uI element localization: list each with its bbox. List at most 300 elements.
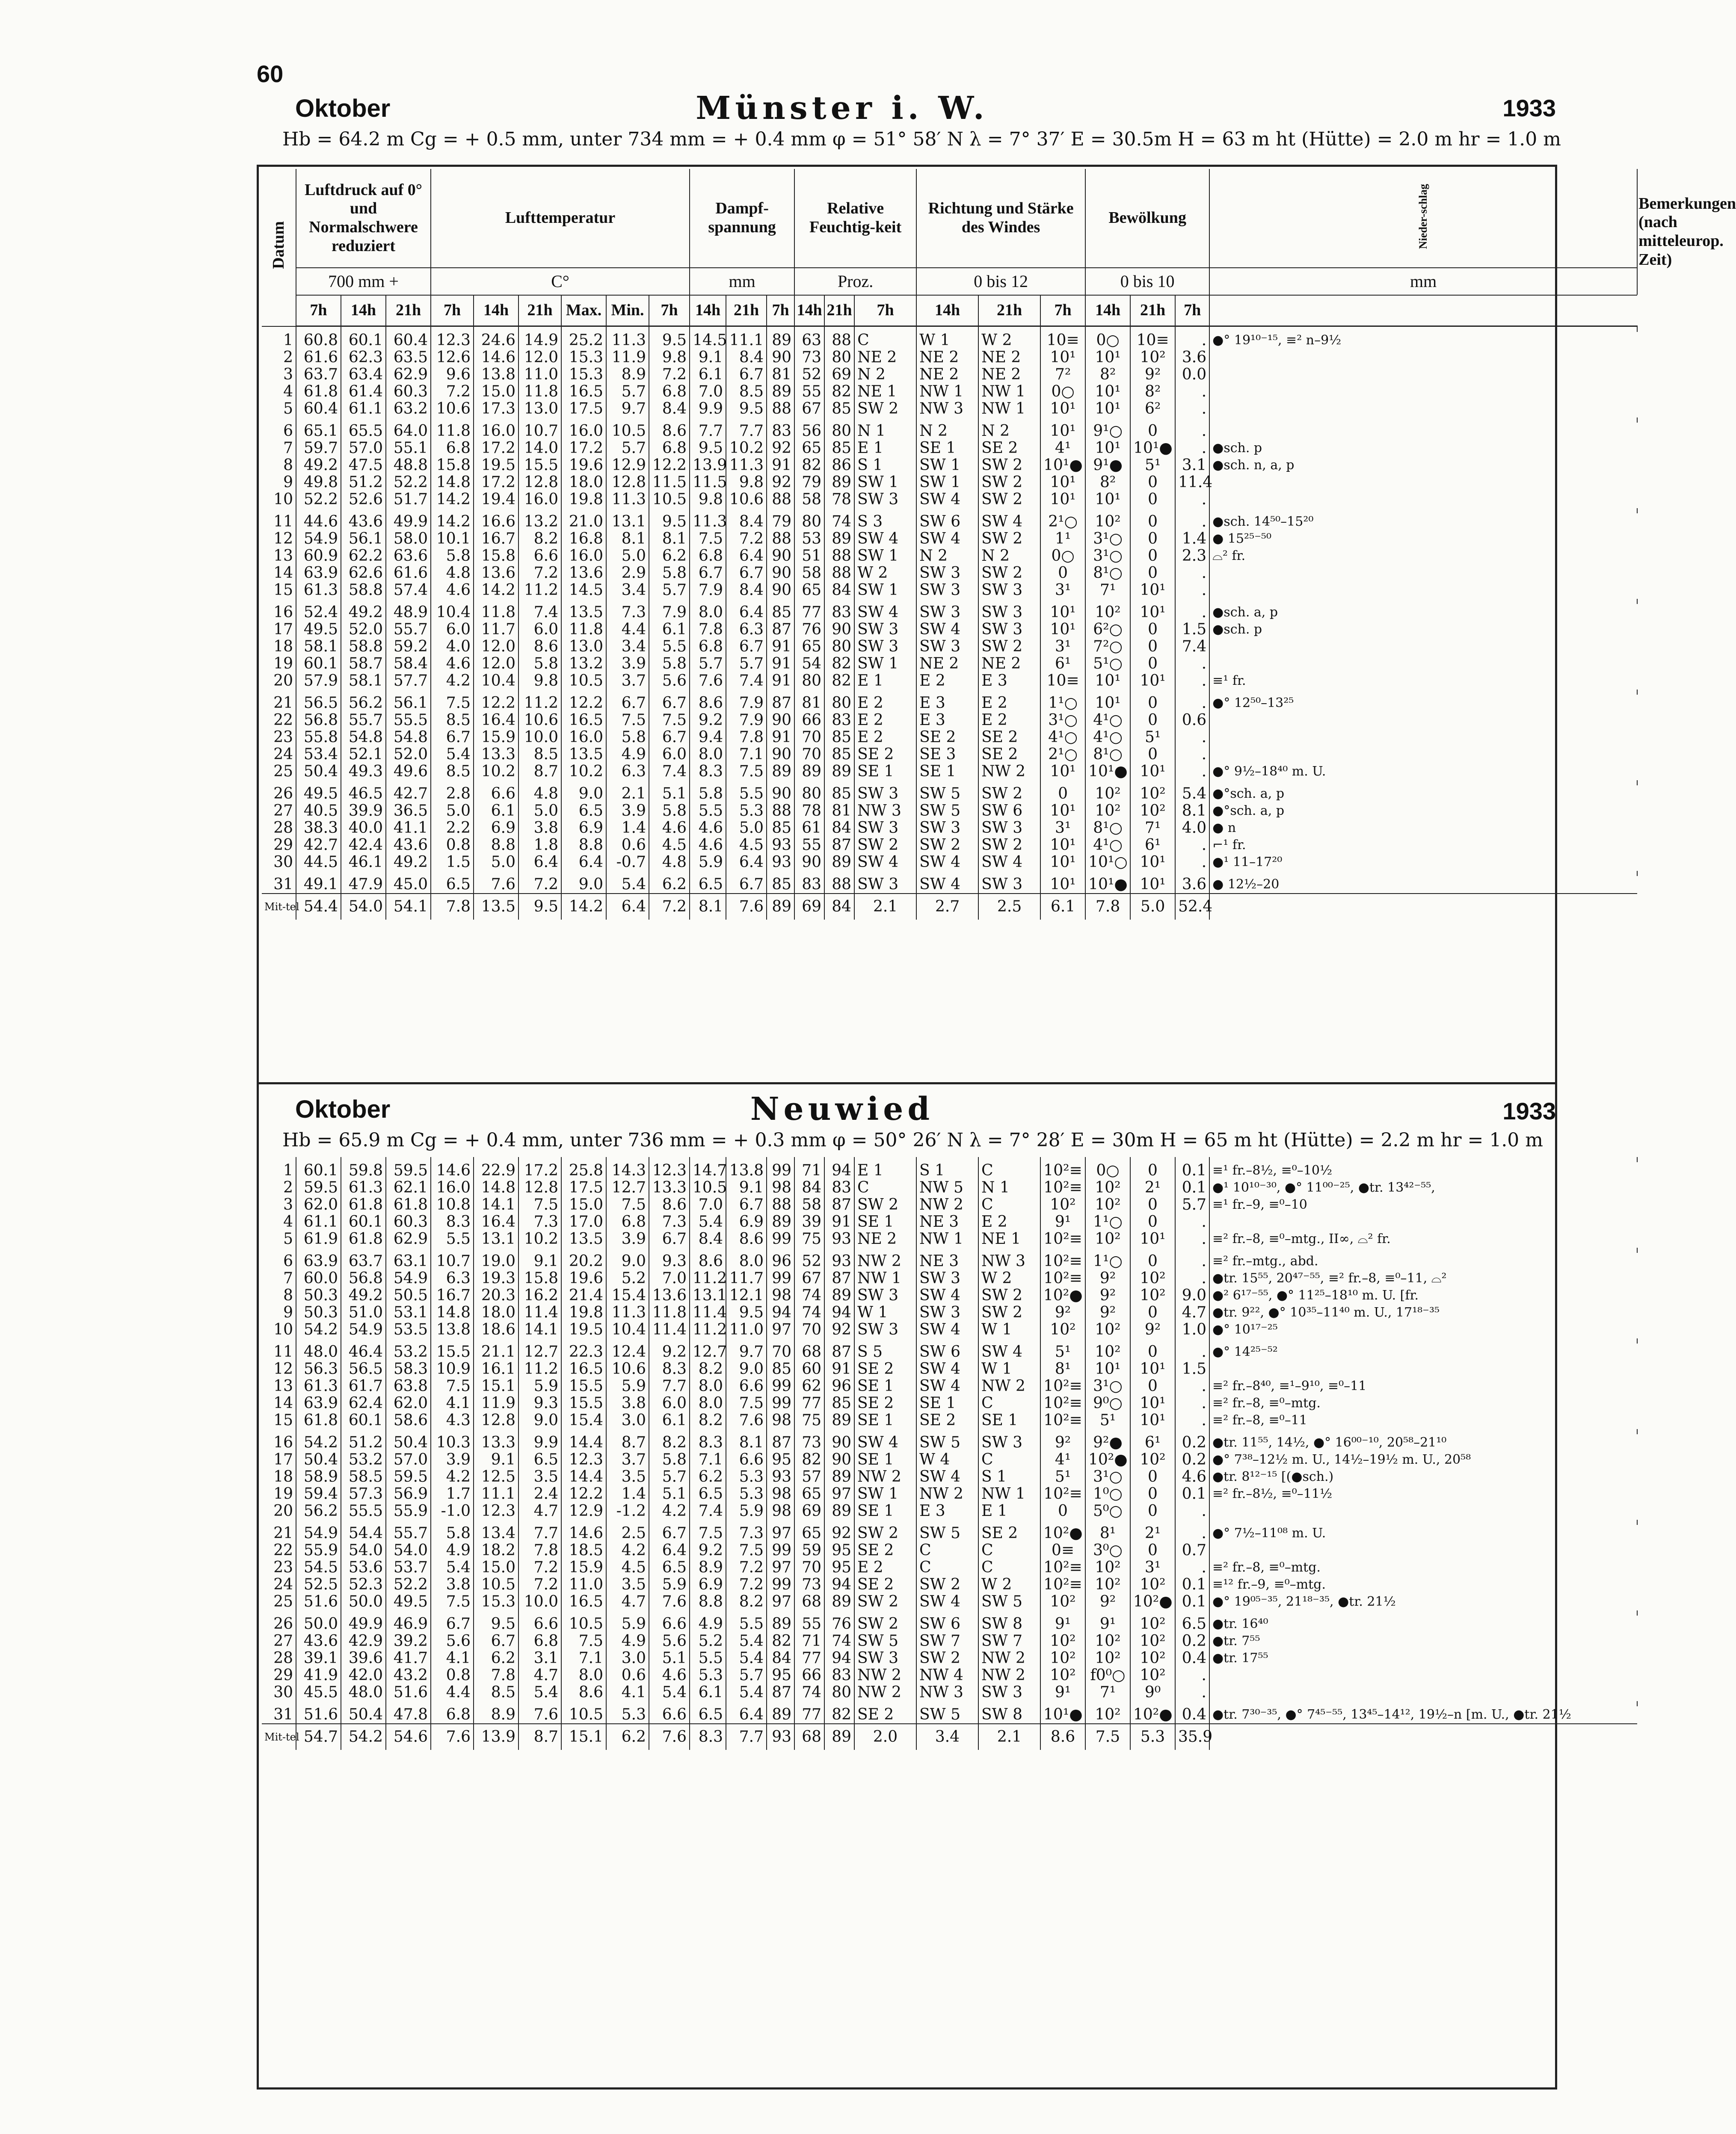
table-cell: 5.5 [431, 1231, 474, 1248]
table-cell: E 2 [978, 712, 1040, 729]
table-cell: 2.3 [1175, 548, 1209, 565]
table-cell: 30 [262, 854, 296, 871]
table-cell: 16.0 [561, 423, 606, 440]
table-cell: 59.5 [386, 1162, 431, 1179]
table-cell: 14 [262, 1395, 296, 1412]
table-cell: 16.5 [561, 383, 606, 400]
table-cell: 63.4 [341, 366, 386, 383]
table-cell: 89 [824, 1593, 854, 1610]
table-cell: 6.9 [726, 1214, 767, 1231]
table-cell: N 1 [854, 423, 916, 440]
table-cell: 5.4 [606, 876, 649, 894]
table-cell: 31 [262, 876, 296, 894]
table-cell: 17.5 [561, 400, 606, 417]
table-cell: 54.0 [386, 1542, 431, 1559]
table-row [262, 1706, 1637, 1724]
table-cell: SW 3 [854, 876, 916, 894]
table-cell: 3¹ [1040, 582, 1085, 599]
table-cell: 10¹ [1040, 802, 1085, 820]
table-cell: 4.8 [431, 565, 474, 582]
table-cell: 10¹ [1085, 491, 1130, 508]
table-cell: 6.6 [474, 785, 518, 802]
table-cell: 8.5 [474, 1684, 518, 1701]
table-cell: . [1175, 1503, 1209, 1520]
table-cell: 7.5 [649, 712, 690, 729]
table-cell: . [1175, 854, 1209, 871]
table-cell: E 3 [916, 712, 978, 729]
table-row [262, 1667, 1637, 1684]
spacer-cell [794, 326, 824, 332]
table-cell: 7¹ [1130, 820, 1175, 837]
table-cell: 54.0 [341, 894, 386, 920]
table-cell: 12.1 [726, 1287, 767, 1304]
table-cell: 10² [1130, 1576, 1175, 1593]
table-cell: 15.0 [561, 1196, 606, 1214]
table-cell: 50.4 [341, 1706, 386, 1724]
table-cell: 14.0 [518, 440, 561, 457]
table-cell: 9¹ [1040, 1616, 1085, 1633]
table-cell: 17.0 [561, 1214, 606, 1231]
table-cell: 10²≡ [1040, 1253, 1085, 1270]
table-cell: 2.7 [916, 894, 978, 920]
table-cell: ●° 19⁰⁵⁻³⁵, 21¹⁸⁻³⁵, ●tr. 21½ [1212, 1594, 1396, 1609]
table-cell: 14.8 [474, 1179, 518, 1196]
table-cell: 49.3 [341, 763, 386, 780]
table-cell: 7.6 [649, 1724, 690, 1750]
table-cell: 8.6 [518, 638, 561, 655]
table-cell: 7.8 [690, 621, 726, 638]
table-row [262, 548, 1637, 565]
table-cell: ●° 9½–18⁴⁰ m. U. [1212, 764, 1326, 779]
table-cell: 90 [794, 854, 824, 871]
table-cell: 5.8 [649, 565, 690, 582]
table-cell: 6.7 [726, 366, 767, 383]
table-cell: SW 2 [854, 400, 916, 417]
table-cell: 9² [1130, 1321, 1175, 1338]
table-cell: SW 4 [916, 854, 978, 871]
hour-label: 21h [386, 295, 431, 326]
table-cell: 16.0 [431, 1179, 474, 1196]
table-cell: 12.7 [690, 1344, 726, 1361]
table-cell: 63.2 [386, 400, 431, 417]
table-cell: 10¹ [1130, 1412, 1175, 1429]
table-cell: 60.9 [296, 548, 341, 565]
table-cell: 18 [262, 638, 296, 655]
table-cell: 7.9 [690, 582, 726, 599]
mean-row [262, 894, 1637, 920]
table-cell: 5¹ [1085, 1412, 1130, 1429]
table-cell: SW 1 [854, 655, 916, 672]
table-cell: 49.2 [341, 1287, 386, 1304]
table-cell: 93 [824, 1253, 854, 1270]
table-cell: 11.2 [518, 1361, 561, 1378]
table-cell: SW 6 [916, 1616, 978, 1633]
table-cell: 45.0 [386, 876, 431, 894]
table-cell: 6.8 [690, 638, 726, 655]
table-cell: 14.6 [561, 1525, 606, 1542]
table-cell: 3.9 [606, 1231, 649, 1248]
table-cell: 7.2 [726, 530, 767, 548]
table-cell: 89 [767, 894, 794, 920]
table-cell: 10¹ [1040, 876, 1085, 894]
table-cell: 47.9 [341, 876, 386, 894]
table-cell: E 3 [978, 672, 1040, 690]
table-cell: 10² [1130, 802, 1175, 820]
table-cell: 12.9 [561, 1503, 606, 1520]
table-cell: SW 3 [978, 582, 1040, 599]
table-cell: 56.2 [296, 1503, 341, 1520]
mean-row [262, 1724, 1637, 1750]
table-row [262, 1576, 1637, 1593]
table-cell: 10.0 [518, 729, 561, 746]
table-cell: . [1175, 1412, 1209, 1429]
table-cell: ●° 19¹⁰⁻¹⁵, ≡² n–9½ [1212, 333, 1342, 348]
table-cell: 57.0 [386, 1451, 431, 1468]
table-row [262, 1179, 1637, 1196]
table-cell: 16 [262, 1434, 296, 1451]
table-cell: 87 [767, 1434, 794, 1451]
table-cell: 80 [794, 785, 824, 802]
table-cell: 0 [1130, 1378, 1175, 1395]
table-cell: 10² [1085, 1633, 1130, 1650]
table-cell: 16.0 [561, 729, 606, 746]
table-cell: 92 [824, 1525, 854, 1542]
table-cell: 5.1 [649, 1486, 690, 1503]
table-row [262, 457, 1637, 474]
table-cell: 38.3 [296, 820, 341, 837]
table-cell: 78 [824, 491, 854, 508]
table-cell: 13.3 [649, 1179, 690, 1196]
table-cell: 2.1 [978, 1724, 1040, 1750]
table-cell: SW 3 [916, 582, 978, 599]
table-cell: 58.4 [386, 655, 431, 672]
table-cell: 42.0 [341, 1667, 386, 1684]
table-cell: 96 [824, 1378, 854, 1395]
table-cell: 3.8 [431, 1576, 474, 1593]
spacer-cell [1209, 599, 1637, 604]
table-cell: 6.7 [649, 1525, 690, 1542]
table-cell: 6.6 [726, 1451, 767, 1468]
table-cell: 6.5 [690, 1706, 726, 1724]
table-cell: SW 4 [854, 854, 916, 871]
table-cell: 4.6 [431, 582, 474, 599]
table-cell: 5¹ [1130, 729, 1175, 746]
table-cell: 10²≡ [1040, 1412, 1085, 1429]
table-cell: SW 3 [978, 876, 1040, 894]
table-cell: 17.2 [474, 440, 518, 457]
table-cell: 49.9 [386, 513, 431, 530]
table-cell: 10²≡ [1040, 1162, 1085, 1179]
table-cell: 87 [767, 621, 794, 638]
table-cell: 10¹ [1085, 383, 1130, 400]
table-cell: 10.5 [561, 1706, 606, 1724]
table-cell: 7.4 [690, 1503, 726, 1520]
table-cell: 62.0 [296, 1196, 341, 1214]
table-cell: 54.4 [341, 1525, 386, 1542]
table-cell: 14.6 [431, 1162, 474, 1179]
table-cell: 3¹○ [1085, 548, 1130, 565]
table-cell: ●tr. 9²², ●° 10³⁵–11⁴⁰ m. U., 17¹⁸⁻³⁵ [1212, 1305, 1440, 1320]
table-cell: 13 [262, 1378, 296, 1395]
table-cell: SW 5 [916, 1706, 978, 1724]
table-cell: 14.4 [561, 1434, 606, 1451]
table-cell: 4¹○ [1085, 712, 1130, 729]
table-cell: E 2 [854, 1559, 916, 1576]
table-cell: 17.2 [561, 440, 606, 457]
table-cell: 61.4 [341, 383, 386, 400]
table-cell: 11.8 [431, 423, 474, 440]
table-cell: 54.2 [296, 1321, 341, 1338]
spacer-cell [726, 326, 767, 332]
table-cell: 95 [824, 1542, 854, 1559]
table-cell: 91 [767, 457, 794, 474]
table-cell: . [1175, 332, 1209, 349]
table-cell: 6.7 [606, 695, 649, 712]
table-cell: 6.1 [649, 621, 690, 638]
table-cell: 10.5 [561, 672, 606, 690]
table-cell: 0 [1130, 1486, 1175, 1503]
table-cell: 56.3 [296, 1361, 341, 1378]
table-cell: 23 [262, 729, 296, 746]
table-cell: 5.9 [690, 854, 726, 871]
spacer-cell [1209, 780, 1637, 785]
table-cell: 80 [824, 349, 854, 366]
table-cell: 9 [262, 474, 296, 491]
table-cell: 21.0 [561, 513, 606, 530]
spacer-cell [606, 326, 649, 332]
table-cell: 3.6 [1175, 349, 1209, 366]
table-cell: 11.3 [606, 332, 649, 349]
table-cell: 9⁰○ [1085, 1395, 1130, 1412]
table-cell: 50.0 [296, 1616, 341, 1633]
table-cell: SW 5 [916, 785, 978, 802]
table-cell: 12.7 [606, 1179, 649, 1196]
table-cell: 6.7 [726, 1196, 767, 1214]
table-cell: 10² [1085, 1706, 1130, 1724]
col-niederschlag: Nieder-schlag [1209, 169, 1637, 268]
table-cell: NW 2 [916, 1196, 978, 1214]
table-cell: 71 [794, 1633, 824, 1650]
table-cell: 2.4 [518, 1486, 561, 1503]
table-cell: 51.6 [296, 1593, 341, 1610]
table-cell: 10¹● [1085, 876, 1130, 894]
table-cell: C [978, 1451, 1040, 1468]
table-row [262, 1412, 1637, 1429]
table-cell: 4.6 [1175, 1468, 1209, 1486]
unit-dampf: mm [690, 268, 794, 295]
table-cell: 10² [1085, 1321, 1130, 1338]
table-cell: 0 [1130, 1542, 1175, 1559]
table-cell: 65 [794, 582, 824, 599]
table-cell: 61.6 [296, 349, 341, 366]
table-cell: 6.8 [649, 383, 690, 400]
table-cell: 6.4 [606, 894, 649, 920]
table-cell: C [854, 1179, 916, 1196]
table-cell: 87 [824, 837, 854, 854]
table-cell: 98 [767, 1179, 794, 1196]
table-cell: 4.5 [649, 837, 690, 854]
table-cell: 42.7 [386, 785, 431, 802]
table-cell: 5.7 [649, 582, 690, 599]
table-cell: 73 [794, 1576, 824, 1593]
table-cell: 52.3 [341, 1576, 386, 1593]
table-cell: 52.5 [296, 1576, 341, 1593]
table-cell: 65 [794, 440, 824, 457]
table-cell: 89 [824, 1724, 854, 1750]
table-cell: S 5 [854, 1344, 916, 1361]
table-cell: 62.0 [386, 1395, 431, 1412]
table-cell: 9.2 [690, 1542, 726, 1559]
table-cell: 10.6 [431, 400, 474, 417]
table-cell: 63.5 [386, 349, 431, 366]
spacer-cell [1209, 1248, 1637, 1253]
table-cell: 56.1 [341, 530, 386, 548]
table-cell: 12.8 [474, 1412, 518, 1429]
table-cell: 6.5 [690, 1486, 726, 1503]
table-cell: 52.6 [341, 491, 386, 508]
table-cell: 8.6 [690, 695, 726, 712]
unit-bewoelkung: 0 bis 10 [1085, 268, 1209, 295]
hour-label: 7h [1175, 295, 1209, 326]
table-cell: 6.1 [649, 1412, 690, 1429]
table-cell: 21.1 [474, 1344, 518, 1361]
table-cell: SW 3 [978, 604, 1040, 621]
table-cell: 7.1 [561, 1650, 606, 1667]
table-cell: 85 [767, 1361, 794, 1378]
table-cell: 12.3 [561, 1451, 606, 1468]
table-cell: 10² [1130, 785, 1175, 802]
table-cell: 0 [1130, 491, 1175, 508]
table-cell: 20.2 [561, 1253, 606, 1270]
table-cell: 6.5 [1175, 1616, 1209, 1633]
table-cell: 4.5 [606, 1559, 649, 1576]
table-cell: W 2 [854, 565, 916, 582]
table-cell: 5.1 [649, 785, 690, 802]
table-cell: 7.1 [726, 746, 767, 763]
table-cell: 5.9 [518, 1378, 561, 1395]
table-cell: 17.2 [474, 474, 518, 491]
table-cell: 5⁰○ [1085, 1503, 1130, 1520]
table-cell: 44.6 [296, 513, 341, 530]
table-cell: 3.5 [518, 1468, 561, 1486]
table-cell: 62.3 [341, 349, 386, 366]
table-cell: 2¹ [1130, 1179, 1175, 1196]
table-cell: 10.1 [431, 530, 474, 548]
table-cell: 11.8 [474, 604, 518, 621]
table-cell: 13.6 [474, 565, 518, 582]
table-cell: . [1175, 400, 1209, 417]
table-cell: 11.7 [726, 1270, 767, 1287]
table-cell: 83 [824, 712, 854, 729]
table-cell: 13.1 [606, 513, 649, 530]
table-cell: 7.7 [726, 1724, 767, 1750]
table-cell: 11.8 [649, 1304, 690, 1321]
table-cell: 7.7 [690, 423, 726, 440]
table-cell: 4¹○ [1085, 729, 1130, 746]
col-bewoelkung: Bewölkung [1085, 169, 1209, 268]
table-cell: ●¹ 11–17²⁰ [1212, 855, 1283, 870]
table-cell: NE 2 [854, 1231, 916, 1248]
table-cell: SE 1 [854, 1378, 916, 1395]
table-cell: . [1175, 729, 1209, 746]
table-cell: 0.8 [431, 837, 474, 854]
table-cell: 15.5 [561, 1395, 606, 1412]
table-cell: 10²≡ [1040, 1486, 1085, 1503]
table-cell: 21.4 [561, 1287, 606, 1304]
table-row [262, 1616, 1637, 1633]
table-cell: 8.1 [606, 530, 649, 548]
table-cell: SE 3 [916, 746, 978, 763]
table-cell: 8.6 [690, 1253, 726, 1270]
table-cell: 7.5 [690, 530, 726, 548]
table-cell: 90 [767, 785, 794, 802]
table-cell: 19 [262, 1486, 296, 1503]
table-cell: 59.2 [386, 638, 431, 655]
table-cell: E 2 [854, 695, 916, 712]
table-cell: 6.7 [690, 565, 726, 582]
table-cell: 56.5 [296, 695, 341, 712]
table-row [262, 474, 1637, 491]
table-cell: SW 4 [916, 491, 978, 508]
table-cell: 97 [767, 1321, 794, 1338]
table-cell: 10.2 [474, 763, 518, 780]
table-cell: SW 5 [978, 1593, 1040, 1610]
table-cell: 51 [794, 548, 824, 565]
table-cell: 2.1 [606, 785, 649, 802]
table-cell: 10¹ [1130, 582, 1175, 599]
table-cell: SW 1 [854, 1486, 916, 1503]
table-cell: 7¹ [1085, 1684, 1130, 1701]
table-cell: 54.7 [296, 1724, 341, 1750]
table-cell: SE 2 [978, 440, 1040, 457]
table-row [262, 332, 1637, 349]
table-cell: 9.0 [561, 785, 606, 802]
table-cell: ●° 7½–11⁰⁸ m. U. [1212, 1526, 1326, 1541]
table-cell: 56.5 [341, 1361, 386, 1378]
table-cell: SW 3 [854, 785, 916, 802]
table-cell: 4 [262, 383, 296, 400]
table-cell: 11.8 [561, 621, 606, 638]
table-cell: 10¹● [1085, 763, 1130, 780]
table-cell: 98 [767, 1503, 794, 1520]
table-cell: SE 1 [854, 1451, 916, 1468]
table-cell: W 1 [978, 1361, 1040, 1378]
table-cell: 67 [794, 400, 824, 417]
table-cell: 65.1 [296, 423, 341, 440]
table-cell: 81 [767, 366, 794, 383]
table-cell: SW 2 [978, 638, 1040, 655]
table-cell: 58 [794, 1196, 824, 1214]
table-cell: C [978, 1542, 1040, 1559]
table-cell: 60.1 [341, 332, 386, 349]
table-row [262, 1503, 1637, 1520]
table-cell: 63.7 [296, 366, 341, 383]
table-cell: NW 5 [916, 1179, 978, 1196]
table-cell: 7.4 [518, 604, 561, 621]
table-cell: 74 [824, 513, 854, 530]
table-cell: SW 2 [854, 1525, 916, 1542]
table-cell: 3 [262, 1196, 296, 1214]
table-cell: 22 [262, 1542, 296, 1559]
table-cell: ≡¹ fr. [1212, 673, 1246, 688]
table-cell: 2.5 [606, 1525, 649, 1542]
table-cell: 23 [262, 1559, 296, 1576]
table-cell: 25 [262, 1593, 296, 1610]
table-cell: 9.1 [474, 1451, 518, 1468]
table-cell: 87 [824, 1344, 854, 1361]
table-cell: 6.7 [649, 695, 690, 712]
unit-feucht: Proz. [794, 268, 916, 295]
